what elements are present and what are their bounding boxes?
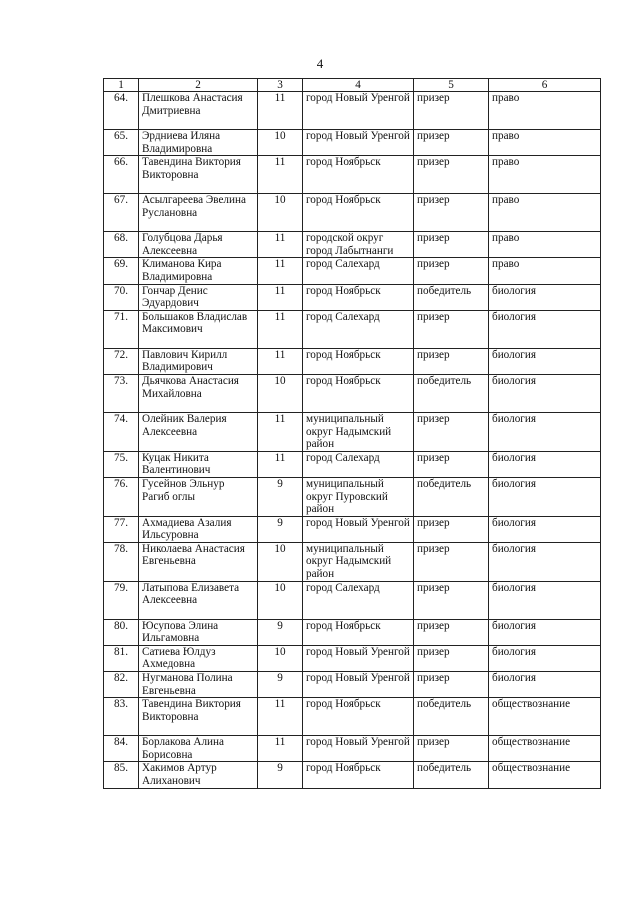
subject-cell: обществознание <box>489 736 601 762</box>
status-cell: победитель <box>414 284 489 310</box>
row-number-cell: 78. <box>104 542 139 581</box>
row-number-cell: 74. <box>104 412 139 451</box>
table-row <box>104 156 601 194</box>
table-row <box>104 258 601 284</box>
participant-name-cell: Климанова Кира Владимировна <box>139 258 258 284</box>
row-number-cell: 67. <box>104 194 139 232</box>
status-cell: призер <box>414 92 489 130</box>
status-cell: победитель <box>414 374 489 412</box>
row-number-cell: 77. <box>104 516 139 542</box>
table-row <box>104 451 601 477</box>
status-cell: призер <box>414 645 489 671</box>
grade-cell: 10 <box>258 130 303 156</box>
row-number-cell: 71. <box>104 310 139 348</box>
grade-cell: 11 <box>258 232 303 258</box>
column-header: 1 <box>104 79 139 92</box>
status-cell: призер <box>414 258 489 284</box>
municipality-cell: город Новый Уренгой <box>303 130 414 156</box>
status-cell: призер <box>414 451 489 477</box>
grade-cell: 11 <box>258 736 303 762</box>
row-number-cell: 73. <box>104 374 139 412</box>
status-cell: призер <box>414 542 489 581</box>
grade-cell: 11 <box>258 258 303 284</box>
table-row <box>104 310 601 348</box>
municipality-cell: город Салехард <box>303 258 414 284</box>
subject-cell: биология <box>489 310 601 348</box>
status-cell: призер <box>414 619 489 645</box>
grade-cell: 9 <box>258 477 303 516</box>
table-row <box>104 348 601 374</box>
table-row <box>104 130 601 156</box>
status-cell: призер <box>414 130 489 156</box>
participant-name-cell: Куцак Никита Валентинович <box>139 451 258 477</box>
grade-cell: 9 <box>258 619 303 645</box>
grade-cell: 11 <box>258 156 303 194</box>
status-cell: призер <box>414 736 489 762</box>
grade-cell: 11 <box>258 348 303 374</box>
participant-name-cell: Асылгареева Эвелина Руслановна <box>139 194 258 232</box>
subject-cell: биология <box>489 412 601 451</box>
status-cell: призер <box>414 232 489 258</box>
grade-cell: 9 <box>258 516 303 542</box>
municipality-cell: город Ноябрьск <box>303 762 414 788</box>
table-row <box>104 477 601 516</box>
participant-name-cell: Дьячкова Анастасия Михайловна <box>139 374 258 412</box>
municipality-cell: город Ноябрьск <box>303 348 414 374</box>
status-cell: победитель <box>414 477 489 516</box>
subject-cell: биология <box>489 672 601 698</box>
municipality-cell: муниципальный округ Надымский район <box>303 542 414 581</box>
row-number-cell: 85. <box>104 762 139 788</box>
table-row <box>104 194 601 232</box>
status-cell: призер <box>414 516 489 542</box>
table-row <box>104 374 601 412</box>
subject-cell: биология <box>489 542 601 581</box>
participant-name-cell: Ахмадиева Азалия Ильсуровна <box>139 516 258 542</box>
status-cell: призер <box>414 156 489 194</box>
table-row <box>104 619 601 645</box>
participant-name-cell: Борлакова Алина Борисовна <box>139 736 258 762</box>
participant-name-cell: Латыпова Елизавета Алексеевна <box>139 581 258 619</box>
column-header: 6 <box>489 79 601 92</box>
participant-name-cell: Эрдниева Иляна Владимировна <box>139 130 258 156</box>
subject-cell: биология <box>489 516 601 542</box>
subject-cell: биология <box>489 284 601 310</box>
subject-cell: биология <box>489 619 601 645</box>
municipality-cell: муниципальный округ Пуровский район <box>303 477 414 516</box>
row-number-cell: 66. <box>104 156 139 194</box>
table-row <box>104 92 601 130</box>
row-number-cell: 80. <box>104 619 139 645</box>
status-cell: победитель <box>414 762 489 788</box>
participant-name-cell: Павлович Кирилл Владимирович <box>139 348 258 374</box>
subject-cell: право <box>489 130 601 156</box>
grade-cell: 11 <box>258 92 303 130</box>
participant-name-cell: Гусейнов Эльнур Рагиб оглы <box>139 477 258 516</box>
grade-cell: 11 <box>258 284 303 310</box>
municipality-cell: город Салехард <box>303 451 414 477</box>
municipality-cell: муниципальный округ Надымский район <box>303 412 414 451</box>
municipality-cell: город Новый Уренгой <box>303 92 414 130</box>
participant-name-cell: Тавендина Виктория Викторовна <box>139 698 258 736</box>
participant-name-cell: Голубцова Дарья Алексеевна <box>139 232 258 258</box>
subject-cell: право <box>489 232 601 258</box>
participant-name-cell: Олейник Валерия Алексеевна <box>139 412 258 451</box>
subject-cell: биология <box>489 374 601 412</box>
table-row <box>104 672 601 698</box>
municipality-cell: город Ноябрьск <box>303 156 414 194</box>
subject-cell: биология <box>489 477 601 516</box>
municipality-cell: городской округ город Лабытнанги <box>303 232 414 258</box>
row-number-cell: 69. <box>104 258 139 284</box>
table-row <box>104 736 601 762</box>
municipality-cell: город Салехард <box>303 310 414 348</box>
municipality-cell: город Ноябрьск <box>303 698 414 736</box>
grade-cell: 9 <box>258 762 303 788</box>
grade-cell: 10 <box>258 581 303 619</box>
grade-cell: 10 <box>258 645 303 671</box>
row-number-cell: 65. <box>104 130 139 156</box>
subject-cell: обществознание <box>489 762 601 788</box>
municipality-cell: город Новый Уренгой <box>303 736 414 762</box>
row-number-cell: 81. <box>104 645 139 671</box>
table-body <box>104 92 601 789</box>
row-number-cell: 76. <box>104 477 139 516</box>
municipality-cell: город Ноябрьск <box>303 619 414 645</box>
grade-cell: 11 <box>258 412 303 451</box>
municipality-cell: город Новый Уренгой <box>303 672 414 698</box>
table-header-row <box>104 79 601 92</box>
table-row <box>104 581 601 619</box>
municipality-cell: город Ноябрьск <box>303 374 414 412</box>
participant-name-cell: Плешкова Анастасия Дмитриевна <box>139 92 258 130</box>
municipality-cell: город Ноябрьск <box>303 194 414 232</box>
subject-cell: право <box>489 258 601 284</box>
table-row <box>104 516 601 542</box>
subject-cell: право <box>489 156 601 194</box>
municipality-cell: город Новый Уренгой <box>303 516 414 542</box>
grade-cell: 9 <box>258 672 303 698</box>
column-header: 3 <box>258 79 303 92</box>
subject-cell: биология <box>489 348 601 374</box>
participant-name-cell: Хакимов Артур Алиханович <box>139 762 258 788</box>
subject-cell: биология <box>489 451 601 477</box>
table-row <box>104 284 601 310</box>
grade-cell: 10 <box>258 374 303 412</box>
column-header: 5 <box>414 79 489 92</box>
participant-name-cell: Сатиева Юлдуз Ахмедовна <box>139 645 258 671</box>
grade-cell: 10 <box>258 194 303 232</box>
participant-name-cell: Большаков Владислав Максимович <box>139 310 258 348</box>
row-number-cell: 70. <box>104 284 139 310</box>
row-number-cell: 79. <box>104 581 139 619</box>
grade-cell: 10 <box>258 542 303 581</box>
table-row <box>104 645 601 671</box>
grade-cell: 11 <box>258 310 303 348</box>
row-number-cell: 82. <box>104 672 139 698</box>
municipality-cell: город Новый Уренгой <box>303 645 414 671</box>
row-number-cell: 75. <box>104 451 139 477</box>
status-cell: призер <box>414 672 489 698</box>
row-number-cell: 83. <box>104 698 139 736</box>
table-row <box>104 232 601 258</box>
participant-name-cell: Юсупова Элина Ильгамовна <box>139 619 258 645</box>
table-row <box>104 542 601 581</box>
table-row <box>104 412 601 451</box>
table-row <box>104 698 601 736</box>
grade-cell: 11 <box>258 698 303 736</box>
table-row <box>104 762 601 788</box>
page-number: 4 <box>316 56 324 71</box>
status-cell: призер <box>414 412 489 451</box>
subject-cell: право <box>489 92 601 130</box>
participant-name-cell: Тавендина Виктория Викторовна <box>139 156 258 194</box>
grade-cell: 11 <box>258 451 303 477</box>
subject-cell: биология <box>489 581 601 619</box>
status-cell: призер <box>414 194 489 232</box>
status-cell: победитель <box>414 698 489 736</box>
row-number-cell: 72. <box>104 348 139 374</box>
municipality-cell: город Салехард <box>303 581 414 619</box>
subject-cell: биология <box>489 645 601 671</box>
participant-name-cell: Николаева Анастасия Евгеньевна <box>139 542 258 581</box>
subject-cell: право <box>489 194 601 232</box>
column-header: 4 <box>303 79 414 92</box>
status-cell: призер <box>414 310 489 348</box>
row-number-cell: 68. <box>104 232 139 258</box>
municipality-cell: город Ноябрьск <box>303 284 414 310</box>
participant-name-cell: Нугманова Полина Евгеньевна <box>139 672 258 698</box>
column-header: 2 <box>139 79 258 92</box>
row-number-cell: 84. <box>104 736 139 762</box>
status-cell: призер <box>414 581 489 619</box>
participant-name-cell: Гончар Денис Эдуардович <box>139 284 258 310</box>
status-cell: призер <box>414 348 489 374</box>
subject-cell: обществознание <box>489 698 601 736</box>
row-number-cell: 64. <box>104 92 139 130</box>
results-table <box>103 78 601 789</box>
